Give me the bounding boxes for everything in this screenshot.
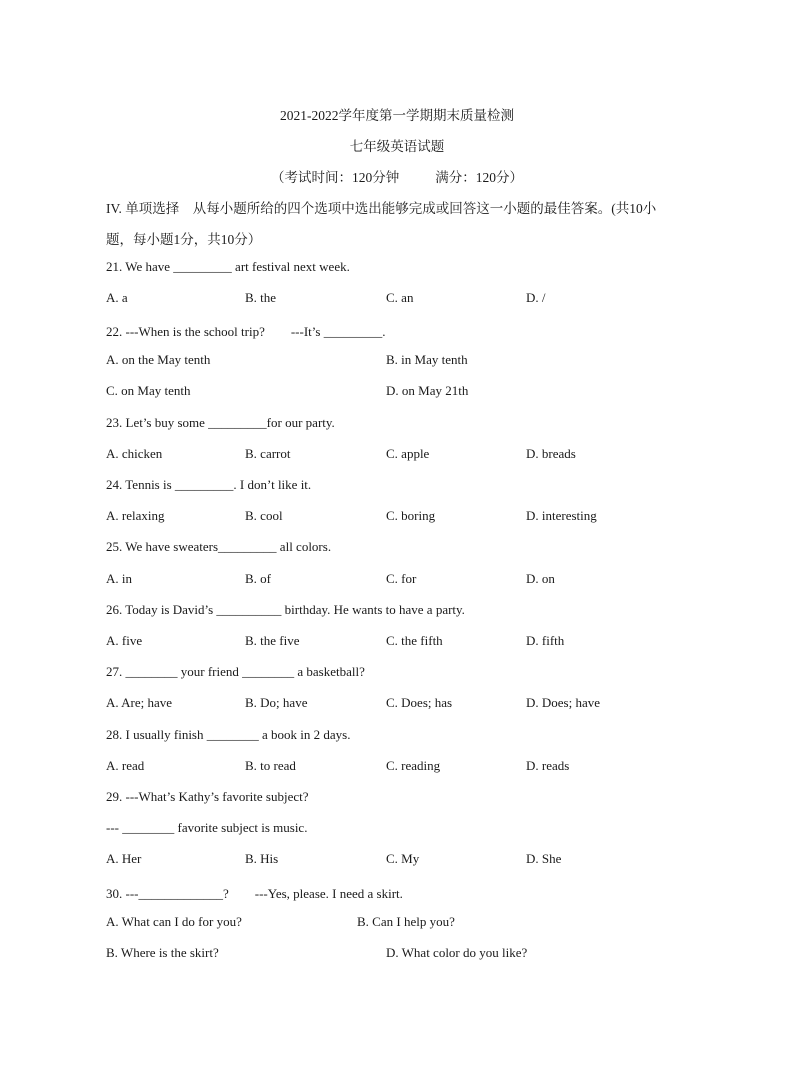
question-stem: 25. We have sweaters_________ all colors. — [106, 539, 332, 554]
option-a: A. read — [106, 758, 145, 773]
option-b: B. Do; have — [245, 695, 308, 710]
option-d: D. breads — [526, 446, 576, 461]
option-a: A. Are; have — [106, 695, 173, 710]
question-stem: 23. Let’s buy some _________for our party. — [106, 415, 335, 430]
option-d: D. / — [526, 290, 546, 305]
option-b: B. in May tenth — [386, 352, 468, 367]
option-b: B. cool — [245, 508, 283, 523]
question-stem: 30. ---_____________? ---Yes, please. I need a skirt. — [106, 886, 403, 901]
option-b: B. to read — [245, 758, 296, 773]
question-stem: 29. ---What’s Kathy’s favorite subject? — [106, 789, 309, 804]
option-a: A. a — [106, 290, 128, 305]
option-b: B. His — [245, 851, 279, 866]
option-a: A. in — [106, 571, 132, 586]
question-stem: 27. ________ your friend ________ a basketball? — [106, 664, 365, 679]
option-d: D. What color do you like? — [386, 945, 528, 960]
option-a: A. Her — [106, 851, 142, 866]
exam-info — [0, 166, 794, 186]
option-c: C. reading — [386, 758, 441, 773]
option-a: A. relaxing — [106, 508, 165, 523]
option-d: D. She — [526, 851, 562, 866]
option-d: D. on May 21th — [386, 383, 469, 398]
option-c: C. Does; has — [386, 695, 453, 710]
option-b: B. carrot — [245, 446, 291, 461]
option-d: D. on — [526, 571, 555, 586]
score-info: 满分：120分） — [435, 170, 523, 185]
question-stem: 26. Today is David’s __________ birthday. He wants to have a party. — [106, 602, 465, 617]
question-stem-reply: --- ________ favorite subject is music. — [106, 820, 308, 835]
option-a: A. on the May tenth — [106, 352, 211, 367]
option-a: A. What can I do for you? — [106, 914, 242, 929]
option-c: C. the fifth — [386, 633, 443, 648]
option-a: A. five — [106, 633, 143, 648]
option-b: B. the — [245, 290, 277, 305]
option-c: C. My — [386, 851, 420, 866]
exam-subtitle: 七年级英语试题 — [349, 139, 445, 154]
question-stem: 28. I usually finish ________ a book in 2 days. — [106, 727, 351, 742]
option-c: C. boring — [386, 508, 436, 523]
time-info: （考试时间：120分钟 — [271, 170, 400, 185]
question-stem: 22. ---When is the school trip? ---It’s _________. — [106, 324, 386, 339]
option-c: C. for — [386, 571, 417, 586]
option-c: C. an — [386, 290, 414, 305]
option-d: D. interesting — [526, 508, 597, 523]
section-instruction-line2: 题，每小题1分，共10分） — [106, 232, 262, 247]
option-d: D. fifth — [526, 633, 565, 648]
option-c: C. apple — [386, 446, 430, 461]
option-d: D. Does; have — [526, 695, 601, 710]
question-stem: 21. We have _________ art festival next week. — [106, 259, 350, 274]
option-b: B. Can I help you? — [357, 914, 455, 929]
option-a: A. chicken — [106, 446, 163, 461]
section-instruction-line1: IV. 单项选择 从每小题所给的四个选项中选出能够完成或回答这一小题的最佳答案。(共10小 — [106, 201, 657, 216]
option-b: B. the five — [245, 633, 300, 648]
option-b: B. of — [245, 571, 271, 586]
exam-title: 2021-2022学年度第一学期期末质量检测 — [280, 108, 514, 123]
option-c: C. on May tenth — [106, 383, 191, 398]
option-c: B. Where is the skirt? — [106, 945, 219, 960]
option-d: D. reads — [526, 758, 570, 773]
question-stem: 24. Tennis is _________. I don’t like it. — [106, 477, 312, 492]
